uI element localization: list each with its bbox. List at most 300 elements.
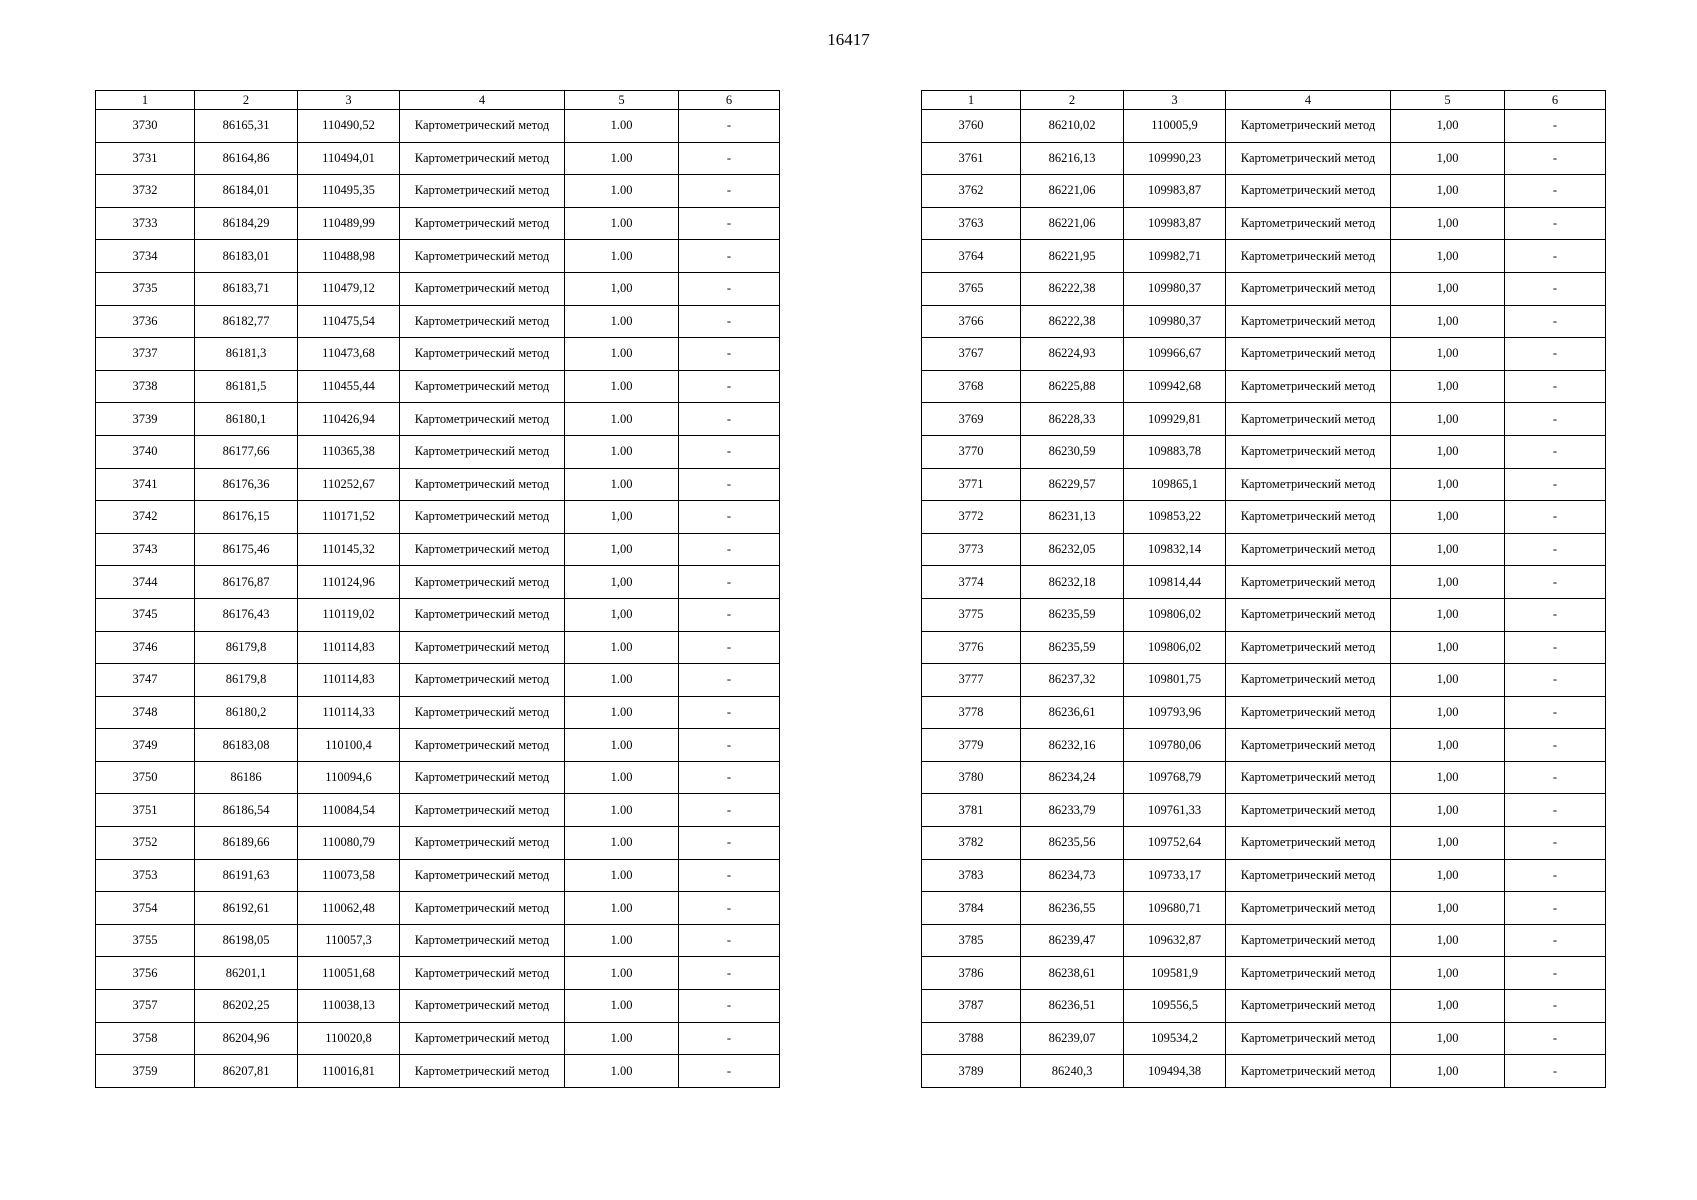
x-coordinate-cell: 86179,8 [195, 664, 298, 697]
point-number-cell: 3786 [922, 957, 1021, 990]
point-number-cell: 3768 [922, 370, 1021, 403]
method-cell: Картометрический метод [1226, 142, 1391, 175]
y-coordinate-cell: 109494,38 [1124, 1055, 1226, 1088]
y-coordinate-cell: 109733,17 [1124, 859, 1226, 892]
y-coordinate-cell: 110062,48 [298, 892, 400, 925]
table-row [96, 566, 780, 599]
table-row [96, 403, 780, 436]
accuracy-cell: 1,00 [1391, 598, 1505, 631]
method-cell: Картометрический метод [1226, 435, 1391, 468]
description-cell: - [679, 892, 780, 925]
coordinates-table-left [95, 90, 780, 1088]
y-coordinate-cell: 110051,68 [298, 957, 400, 990]
y-coordinate-cell: 110124,96 [298, 566, 400, 599]
accuracy-cell: 1,00 [1391, 957, 1505, 990]
point-number-cell: 3759 [96, 1055, 195, 1088]
point-number-cell: 3752 [96, 827, 195, 860]
y-coordinate-cell: 109980,37 [1124, 272, 1226, 305]
x-coordinate-cell: 86234,73 [1021, 859, 1124, 892]
method-cell: Картометрический метод [400, 664, 565, 697]
description-cell: - [1505, 990, 1606, 1023]
accuracy-cell: 1,00 [1391, 664, 1505, 697]
table-row [96, 338, 780, 371]
method-cell: Картометрический метод [1226, 566, 1391, 599]
method-cell: Картометрический метод [1226, 892, 1391, 925]
description-cell: - [679, 305, 780, 338]
y-coordinate-cell: 110488,98 [298, 240, 400, 273]
accuracy-cell: 1,00 [1391, 1022, 1505, 1055]
description-cell: - [679, 175, 780, 208]
description-cell: - [679, 761, 780, 794]
accuracy-cell: 1,00 [565, 598, 679, 631]
x-coordinate-cell: 86232,16 [1021, 729, 1124, 762]
point-number-cell: 3737 [96, 338, 195, 371]
x-coordinate-cell: 86176,36 [195, 468, 298, 501]
method-cell: Картометрический метод [400, 240, 565, 273]
table-row [922, 240, 1606, 273]
method-cell: Картометрический метод [1226, 664, 1391, 697]
accuracy-cell: 1,00 [565, 533, 679, 566]
point-number-cell: 3750 [96, 761, 195, 794]
x-coordinate-cell: 86239,07 [1021, 1022, 1124, 1055]
accuracy-cell: 1.00 [565, 110, 679, 143]
table-body [922, 110, 1606, 1088]
x-coordinate-cell: 86236,55 [1021, 892, 1124, 925]
table-row [96, 729, 780, 762]
y-coordinate-cell: 110489,99 [298, 207, 400, 240]
x-coordinate-cell: 86204,96 [195, 1022, 298, 1055]
method-cell: Картометрический метод [400, 957, 565, 990]
method-cell: Картометрический метод [400, 370, 565, 403]
table-row [96, 1022, 780, 1055]
table-row [922, 794, 1606, 827]
y-coordinate-cell: 110057,3 [298, 924, 400, 957]
point-number-cell: 3754 [96, 892, 195, 925]
table-row [96, 990, 780, 1023]
description-cell: - [1505, 1022, 1606, 1055]
description-cell: - [1505, 664, 1606, 697]
table-row [922, 175, 1606, 208]
accuracy-cell: 1,00 [1391, 110, 1505, 143]
x-coordinate-cell: 86236,61 [1021, 696, 1124, 729]
accuracy-cell: 1,00 [1391, 403, 1505, 436]
table-row [922, 435, 1606, 468]
table-row [922, 403, 1606, 436]
description-cell: - [679, 957, 780, 990]
x-coordinate-cell: 86183,01 [195, 240, 298, 273]
accuracy-cell: 1,00 [1391, 631, 1505, 664]
x-coordinate-cell: 86230,59 [1021, 435, 1124, 468]
method-cell: Картометрический метод [400, 110, 565, 143]
y-coordinate-cell: 110479,12 [298, 272, 400, 305]
y-coordinate-cell: 110495,35 [298, 175, 400, 208]
method-cell: Картометрический метод [400, 403, 565, 436]
point-number-cell: 3749 [96, 729, 195, 762]
y-coordinate-cell: 110119,02 [298, 598, 400, 631]
table-row [96, 794, 780, 827]
table-row [96, 696, 780, 729]
method-cell: Картометрический метод [1226, 370, 1391, 403]
y-coordinate-cell: 109752,64 [1124, 827, 1226, 860]
x-coordinate-cell: 86181,3 [195, 338, 298, 371]
point-number-cell: 3779 [922, 729, 1021, 762]
description-cell: - [1505, 435, 1606, 468]
point-number-cell: 3777 [922, 664, 1021, 697]
accuracy-cell: 1,00 [1391, 696, 1505, 729]
accuracy-cell: 1.00 [565, 827, 679, 860]
y-coordinate-cell: 109801,75 [1124, 664, 1226, 697]
y-coordinate-cell: 109942,68 [1124, 370, 1226, 403]
method-cell: Картометрический метод [400, 435, 565, 468]
description-cell: - [679, 207, 780, 240]
description-cell: - [1505, 338, 1606, 371]
point-number-cell: 3782 [922, 827, 1021, 860]
method-cell: Картометрический метод [400, 1055, 565, 1088]
page-number: 16417 [827, 30, 870, 49]
description-cell: - [679, 729, 780, 762]
x-coordinate-cell: 86175,46 [195, 533, 298, 566]
description-cell: - [679, 272, 780, 305]
y-coordinate-cell: 110473,68 [298, 338, 400, 371]
accuracy-cell: 1,00 [1391, 761, 1505, 794]
description-cell: - [679, 827, 780, 860]
accuracy-cell: 1.00 [565, 990, 679, 1023]
accuracy-cell: 1,00 [1391, 892, 1505, 925]
point-number-cell: 3780 [922, 761, 1021, 794]
table-row [922, 761, 1606, 794]
x-coordinate-cell: 86225,88 [1021, 370, 1124, 403]
table-header-row [96, 91, 780, 110]
point-number-cell: 3783 [922, 859, 1021, 892]
accuracy-cell: 1.00 [565, 240, 679, 273]
point-number-cell: 3781 [922, 794, 1021, 827]
table-row [922, 501, 1606, 534]
description-cell: - [679, 794, 780, 827]
x-coordinate-cell: 86179,8 [195, 631, 298, 664]
y-coordinate-cell: 110114,83 [298, 631, 400, 664]
point-number-cell: 3776 [922, 631, 1021, 664]
description-cell: - [679, 924, 780, 957]
x-coordinate-cell: 86231,13 [1021, 501, 1124, 534]
description-cell: - [679, 403, 780, 436]
y-coordinate-cell: 109983,87 [1124, 175, 1226, 208]
description-cell: - [1505, 240, 1606, 273]
y-coordinate-cell: 109793,96 [1124, 696, 1226, 729]
table-row [922, 892, 1606, 925]
description-cell: - [1505, 859, 1606, 892]
description-cell: - [1505, 468, 1606, 501]
y-coordinate-cell: 109806,02 [1124, 631, 1226, 664]
table-row [96, 240, 780, 273]
y-coordinate-cell: 110114,83 [298, 664, 400, 697]
table-row [922, 142, 1606, 175]
y-coordinate-cell: 109581,9 [1124, 957, 1226, 990]
accuracy-cell: 1,00 [1391, 207, 1505, 240]
description-cell: - [1505, 207, 1606, 240]
method-cell: Картометрический метод [400, 175, 565, 208]
x-coordinate-cell: 86186 [195, 761, 298, 794]
method-cell: Картометрический метод [400, 272, 565, 305]
y-coordinate-cell: 110494,01 [298, 142, 400, 175]
point-number-cell: 3775 [922, 598, 1021, 631]
point-number-cell: 3730 [96, 110, 195, 143]
table-row [96, 110, 780, 143]
point-number-cell: 3757 [96, 990, 195, 1023]
description-cell: - [1505, 598, 1606, 631]
description-cell: - [1505, 403, 1606, 436]
x-coordinate-cell: 86238,61 [1021, 957, 1124, 990]
y-coordinate-cell: 110145,32 [298, 533, 400, 566]
accuracy-cell: 1,00 [1391, 240, 1505, 273]
table-row [96, 1055, 780, 1088]
y-coordinate-cell: 109768,79 [1124, 761, 1226, 794]
description-cell: - [679, 859, 780, 892]
method-cell: Картометрический метод [1226, 990, 1391, 1023]
table-row [96, 501, 780, 534]
point-number-cell: 3787 [922, 990, 1021, 1023]
x-coordinate-cell: 86210,02 [1021, 110, 1124, 143]
y-coordinate-cell: 109966,67 [1124, 338, 1226, 371]
point-number-cell: 3747 [96, 664, 195, 697]
description-cell: - [679, 990, 780, 1023]
x-coordinate-cell: 86183,08 [195, 729, 298, 762]
accuracy-cell: 1,00 [1391, 468, 1505, 501]
column-header-2: 2 [1021, 91, 1124, 110]
method-cell: Картометрический метод [400, 761, 565, 794]
x-coordinate-cell: 86207,81 [195, 1055, 298, 1088]
x-coordinate-cell: 86177,66 [195, 435, 298, 468]
y-coordinate-cell: 109780,06 [1124, 729, 1226, 762]
column-header-4: 4 [1226, 91, 1391, 110]
y-coordinate-cell: 110080,79 [298, 827, 400, 860]
y-coordinate-cell: 109814,44 [1124, 566, 1226, 599]
accuracy-cell: 1.00 [565, 664, 679, 697]
point-number-cell: 3734 [96, 240, 195, 273]
method-cell: Картометрический метод [1226, 110, 1391, 143]
method-cell: Картометрический метод [1226, 305, 1391, 338]
x-coordinate-cell: 86201,1 [195, 957, 298, 990]
y-coordinate-cell: 109534,2 [1124, 1022, 1226, 1055]
x-coordinate-cell: 86221,95 [1021, 240, 1124, 273]
accuracy-cell: 1.00 [565, 957, 679, 990]
method-cell: Картометрический метод [1226, 794, 1391, 827]
accuracy-cell: 1.00 [565, 435, 679, 468]
point-number-cell: 3773 [922, 533, 1021, 566]
x-coordinate-cell: 86216,13 [1021, 142, 1124, 175]
description-cell: - [679, 533, 780, 566]
y-coordinate-cell: 109929,81 [1124, 403, 1226, 436]
accuracy-cell: 1.00 [565, 468, 679, 501]
table-row [922, 631, 1606, 664]
accuracy-cell: 1,00 [1391, 1055, 1505, 1088]
table-row [96, 827, 780, 860]
accuracy-cell: 1,00 [1391, 272, 1505, 305]
point-number-cell: 3764 [922, 240, 1021, 273]
y-coordinate-cell: 110252,67 [298, 468, 400, 501]
description-cell: - [679, 566, 780, 599]
accuracy-cell: 1,00 [1391, 924, 1505, 957]
method-cell: Картометрический метод [400, 1022, 565, 1055]
y-coordinate-cell: 110365,38 [298, 435, 400, 468]
x-coordinate-cell: 86176,15 [195, 501, 298, 534]
method-cell: Картометрический метод [400, 142, 565, 175]
point-number-cell: 3767 [922, 338, 1021, 371]
description-cell: - [1505, 924, 1606, 957]
description-cell: - [679, 370, 780, 403]
description-cell: - [679, 142, 780, 175]
column-header-4: 4 [400, 91, 565, 110]
table-row [96, 142, 780, 175]
method-cell: Картометрический метод [1226, 240, 1391, 273]
y-coordinate-cell: 110455,44 [298, 370, 400, 403]
point-number-cell: 3748 [96, 696, 195, 729]
point-number-cell: 3745 [96, 598, 195, 631]
table-row [96, 272, 780, 305]
x-coordinate-cell: 86235,59 [1021, 631, 1124, 664]
accuracy-cell: 1.00 [565, 696, 679, 729]
x-coordinate-cell: 86189,66 [195, 827, 298, 860]
table-row [922, 696, 1606, 729]
point-number-cell: 3753 [96, 859, 195, 892]
point-number-cell: 3762 [922, 175, 1021, 208]
method-cell: Картометрический метод [400, 631, 565, 664]
table-row [96, 533, 780, 566]
y-coordinate-cell: 110490,52 [298, 110, 400, 143]
table-row [922, 859, 1606, 892]
method-cell: Картометрический метод [1226, 761, 1391, 794]
accuracy-cell: 1.00 [565, 403, 679, 436]
description-cell: - [679, 240, 780, 273]
y-coordinate-cell: 109853,22 [1124, 501, 1226, 534]
description-cell: - [679, 435, 780, 468]
point-number-cell: 3755 [96, 924, 195, 957]
accuracy-cell: 1.00 [565, 1055, 679, 1088]
x-coordinate-cell: 86235,56 [1021, 827, 1124, 860]
table-row [96, 957, 780, 990]
accuracy-cell: 1,00 [1391, 990, 1505, 1023]
point-number-cell: 3741 [96, 468, 195, 501]
point-number-cell: 3765 [922, 272, 1021, 305]
accuracy-cell: 1,00 [1391, 501, 1505, 534]
accuracy-cell: 1,00 [1391, 729, 1505, 762]
description-cell: - [1505, 501, 1606, 534]
point-number-cell: 3774 [922, 566, 1021, 599]
accuracy-cell: 1,00 [1391, 142, 1505, 175]
method-cell: Картометрический метод [1226, 631, 1391, 664]
method-cell: Картометрический метод [1226, 272, 1391, 305]
y-coordinate-cell: 109983,87 [1124, 207, 1226, 240]
x-coordinate-cell: 86164,86 [195, 142, 298, 175]
table-row [96, 761, 780, 794]
method-cell: Картометрический метод [1226, 403, 1391, 436]
x-coordinate-cell: 86221,06 [1021, 175, 1124, 208]
accuracy-cell: 1.00 [565, 142, 679, 175]
method-cell: Картометрический метод [1226, 207, 1391, 240]
table-row [96, 435, 780, 468]
y-coordinate-cell: 110016,81 [298, 1055, 400, 1088]
table-row [922, 338, 1606, 371]
method-cell: Картометрический метод [1226, 1022, 1391, 1055]
accuracy-cell: 1.00 [565, 175, 679, 208]
description-cell: - [1505, 305, 1606, 338]
description-cell: - [1505, 761, 1606, 794]
description-cell: - [679, 1022, 780, 1055]
column-header-1: 1 [96, 91, 195, 110]
point-number-cell: 3770 [922, 435, 1021, 468]
accuracy-cell: 1,00 [565, 501, 679, 534]
table-row [922, 827, 1606, 860]
point-number-cell: 3788 [922, 1022, 1021, 1055]
y-coordinate-cell: 109980,37 [1124, 305, 1226, 338]
method-cell: Картометрический метод [1226, 827, 1391, 860]
description-cell: - [1505, 110, 1606, 143]
method-cell: Картометрический метод [1226, 175, 1391, 208]
point-number-cell: 3785 [922, 924, 1021, 957]
x-coordinate-cell: 86202,25 [195, 990, 298, 1023]
x-coordinate-cell: 86191,63 [195, 859, 298, 892]
x-coordinate-cell: 86165,31 [195, 110, 298, 143]
method-cell: Картометрический метод [1226, 501, 1391, 534]
table-row [96, 207, 780, 240]
table-row [922, 110, 1606, 143]
table-row [922, 305, 1606, 338]
accuracy-cell: 1,00 [1391, 827, 1505, 860]
y-coordinate-cell: 110171,52 [298, 501, 400, 534]
point-number-cell: 3735 [96, 272, 195, 305]
table-row [96, 468, 780, 501]
y-coordinate-cell: 109680,71 [1124, 892, 1226, 925]
point-number-cell: 3769 [922, 403, 1021, 436]
x-coordinate-cell: 86180,1 [195, 403, 298, 436]
accuracy-cell: 1.00 [565, 1022, 679, 1055]
table-header-row [922, 91, 1606, 110]
description-cell: - [679, 696, 780, 729]
x-coordinate-cell: 86192,61 [195, 892, 298, 925]
point-number-cell: 3766 [922, 305, 1021, 338]
accuracy-cell: 1.00 [565, 761, 679, 794]
method-cell: Картометрический метод [1226, 957, 1391, 990]
y-coordinate-cell: 110426,94 [298, 403, 400, 436]
x-coordinate-cell: 86186,54 [195, 794, 298, 827]
description-cell: - [1505, 696, 1606, 729]
table-row [922, 272, 1606, 305]
x-coordinate-cell: 86176,43 [195, 598, 298, 631]
point-number-cell: 3739 [96, 403, 195, 436]
description-cell: - [679, 110, 780, 143]
description-cell: - [679, 338, 780, 371]
x-coordinate-cell: 86222,38 [1021, 305, 1124, 338]
point-number-cell: 3744 [96, 566, 195, 599]
table-row [96, 370, 780, 403]
accuracy-cell: 1.00 [565, 338, 679, 371]
method-cell: Картометрический метод [400, 892, 565, 925]
point-number-cell: 3733 [96, 207, 195, 240]
y-coordinate-cell: 109556,5 [1124, 990, 1226, 1023]
accuracy-cell: 1,00 [1391, 370, 1505, 403]
x-coordinate-cell: 86176,87 [195, 566, 298, 599]
table-row [922, 664, 1606, 697]
description-cell: - [1505, 794, 1606, 827]
method-cell: Картометрический метод [400, 598, 565, 631]
x-coordinate-cell: 86232,18 [1021, 566, 1124, 599]
x-coordinate-cell: 86228,33 [1021, 403, 1124, 436]
accuracy-cell: 1.00 [565, 859, 679, 892]
point-number-cell: 3771 [922, 468, 1021, 501]
x-coordinate-cell: 86183,71 [195, 272, 298, 305]
table-row [922, 533, 1606, 566]
column-header-1: 1 [922, 91, 1021, 110]
accuracy-cell: 1,00 [565, 272, 679, 305]
